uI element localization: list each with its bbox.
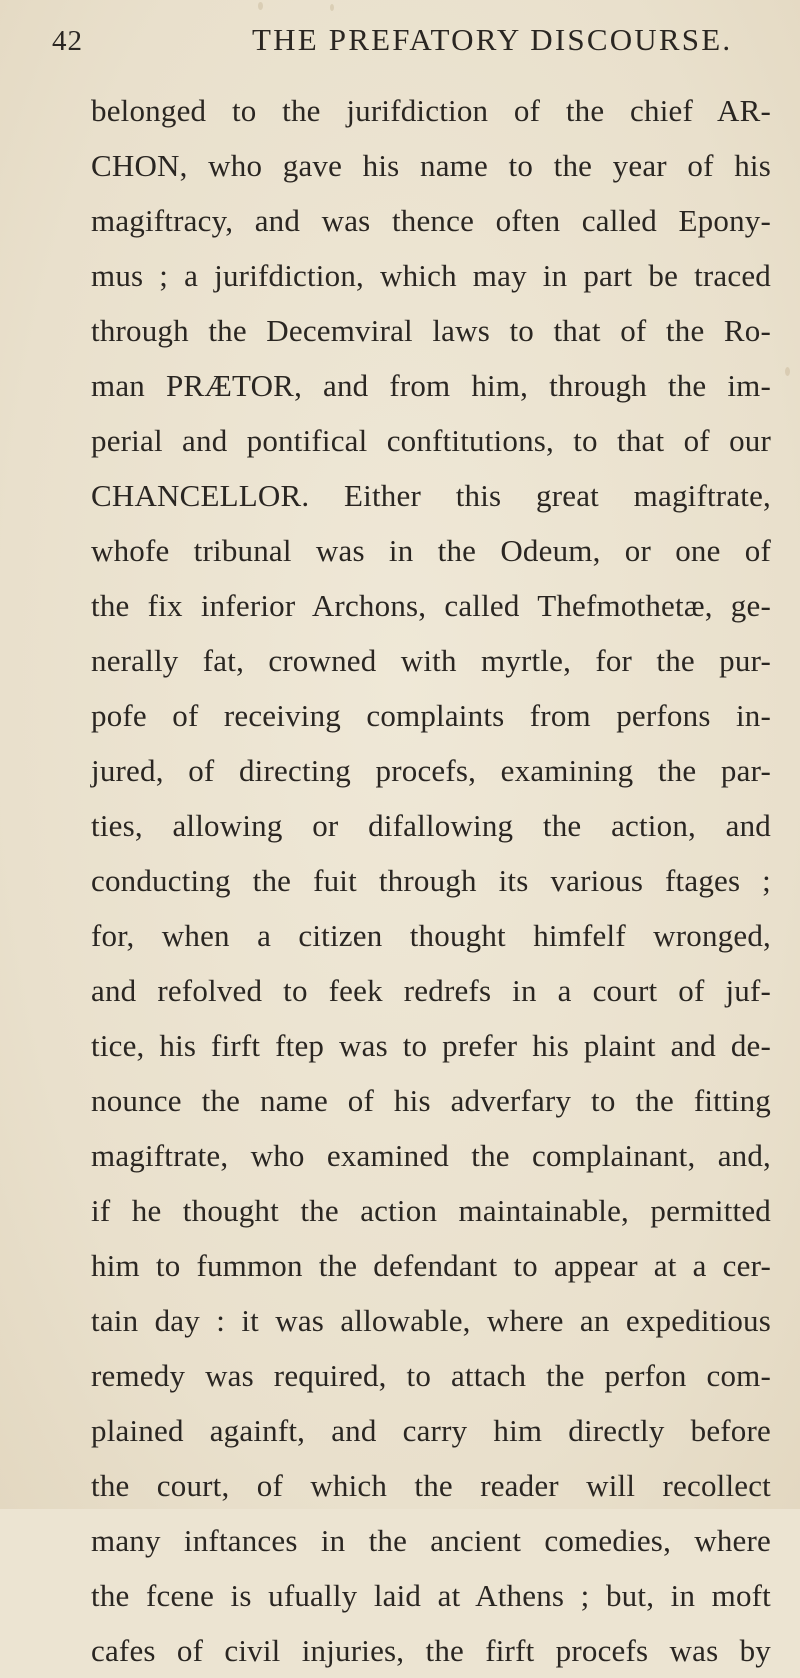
text-line: through the Decemviral laws to that of the Ro- — [91, 313, 771, 348]
text-line: if he thought the action maintainable, permitted — [91, 1193, 771, 1228]
text-line: the fix inferior Archons, called Thefmothetæ, ge- — [91, 588, 771, 623]
text-line: tice, his firft ftep was to prefer his plaint and de- — [91, 1028, 771, 1063]
running-title: THE PREFATORY DISCOURSE. — [252, 22, 733, 57]
text-line: many inftances in the ancient comedies, where — [91, 1523, 771, 1558]
text-line: the court, of which the reader will recollect — [91, 1468, 771, 1503]
text-line: mus ; a jurifdiction, which may in part be traced — [91, 258, 771, 293]
paper-stain — [258, 2, 263, 10]
text-line: perial and pontifical conftitutions, to that of our — [91, 423, 771, 458]
text-line: remedy was required, to attach the perfon com- — [91, 1358, 771, 1393]
text-line: jured, of directing procefs, examining the par- — [91, 753, 771, 788]
text-line: magiftrate, who examined the complainant, and, — [91, 1138, 771, 1173]
text-line: and refolved to feek redrefs in a court of juf- — [91, 973, 771, 1008]
text-line: nounce the name of his adverfary to the fitting — [91, 1083, 771, 1118]
paper-stain — [785, 367, 790, 376]
text-line: ties, allowing or difallowing the action, and — [91, 808, 771, 843]
text-line: the fcene is ufually laid at Athens ; but, in moft — [91, 1578, 771, 1613]
text-line: for, when a citizen thought himfelf wronged, — [91, 918, 771, 953]
text-line: belonged to the jurifdiction of the chief AR- — [91, 93, 771, 128]
text-line: conducting the fuit through its various ftages ; — [91, 863, 771, 898]
text-line: pofe of receiving complaints from perfons in- — [91, 698, 771, 733]
text-line: man PRÆTOR, and from him, through the im- — [91, 368, 771, 403]
text-line: CHON, who gave his name to the year of his — [91, 148, 771, 183]
text-line: whofe tribunal was in the Odeum, or one of — [91, 533, 771, 568]
text-line: magiftracy, and was thence often called Epony- — [91, 203, 771, 238]
text-line: tain day : it was allowable, where an expeditious — [91, 1303, 771, 1338]
text-line: him to fummon the defendant to appear at a cer- — [91, 1248, 771, 1283]
body-text — [91, 83, 771, 1678]
text-line: cafes of civil injuries, the firft procefs was by — [91, 1633, 771, 1668]
text-line: plained againft, and carry him directly before — [91, 1413, 771, 1448]
page-number: 42 — [52, 25, 83, 57]
running-head — [52, 22, 752, 66]
paper-stain — [330, 4, 334, 11]
text-line: CHANCELLOR. Either this great magiftrate, — [91, 478, 771, 513]
text-line: nerally fat, crowned with myrtle, for the pur- — [91, 643, 771, 678]
